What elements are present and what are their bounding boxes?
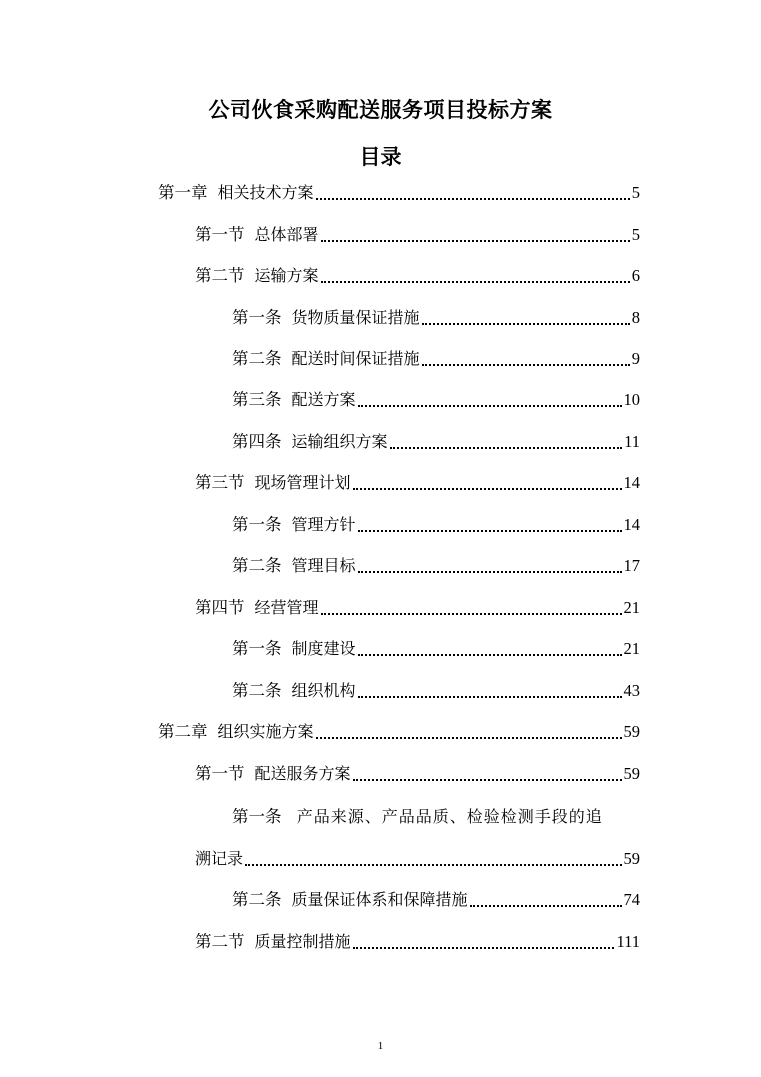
- toc-entry-page: 43: [623, 681, 640, 700]
- dot-leader: [358, 571, 622, 573]
- dot-leader: [353, 947, 615, 949]
- toc-entry-number: 第一条: [232, 515, 282, 534]
- toc-entry-page: 10: [623, 390, 640, 409]
- dot-leader: [321, 240, 630, 242]
- dot-leader: [316, 737, 622, 739]
- dot-leader: [245, 864, 621, 866]
- document-title: 公司伙食采购配送服务项目投标方案: [208, 98, 553, 122]
- dot-leader: [358, 654, 622, 656]
- toc-entry-title: 总体部署: [254, 225, 319, 244]
- toc-entry-article[interactable]: [232, 305, 640, 331]
- dot-leader: [321, 281, 630, 283]
- toc-entry-section[interactable]: [195, 929, 640, 955]
- toc-entry-title: 配送服务方案: [254, 764, 351, 783]
- toc-entry-number: 第一条: [232, 807, 282, 826]
- toc-entry-article[interactable]: [232, 512, 640, 538]
- toc-entry-page: 14: [623, 515, 640, 534]
- toc-entry-chapter-1[interactable]: [158, 180, 640, 206]
- toc-entry-article-wrapped[interactable]: [232, 804, 603, 830]
- toc-entry-title: 管理方针: [291, 515, 356, 534]
- toc-entry-article[interactable]: [232, 429, 640, 455]
- toc-heading: 目录: [359, 145, 402, 169]
- dot-leader: [321, 613, 622, 615]
- toc-entry-article[interactable]: [232, 387, 640, 413]
- toc-entry-page: 21: [623, 598, 640, 617]
- toc-entry-page: 21: [623, 639, 640, 658]
- toc-entry-chapter-2[interactable]: [158, 719, 640, 745]
- dot-leader: [358, 696, 622, 698]
- toc-entry-number: 第四节: [195, 598, 245, 617]
- toc-entry-page: 8: [631, 308, 640, 327]
- toc-entry-title: 运输组织方案: [291, 432, 388, 451]
- toc-entry-section[interactable]: [195, 470, 640, 496]
- toc-entry-title: 相关技术方案: [217, 183, 314, 202]
- toc-entry-title: 配送时间保证措施: [291, 349, 420, 368]
- dot-leader: [353, 488, 622, 490]
- toc-entry-number: 第二条: [232, 556, 282, 575]
- dot-leader: [390, 447, 623, 449]
- toc-entry-section[interactable]: [195, 761, 640, 787]
- toc-entry-number: 第二条: [232, 349, 282, 368]
- toc-entry-page: 11: [624, 432, 640, 451]
- dot-leader: [358, 530, 622, 532]
- dot-leader: [422, 323, 630, 325]
- dot-leader: [422, 364, 630, 366]
- toc-entry-title-continuation: 溯记录: [195, 849, 244, 868]
- toc-entry-title: 配送方案: [291, 390, 356, 409]
- toc-entry-number: 第一节: [195, 764, 245, 783]
- toc-entry-number: 第一节: [195, 225, 245, 244]
- toc-entry-number: 第三节: [195, 473, 245, 492]
- toc-entry-number: 第二节: [195, 932, 245, 951]
- toc-entry-article[interactable]: [232, 887, 640, 913]
- dot-leader: [353, 779, 622, 781]
- toc-entry-title: 组织机构: [291, 681, 356, 700]
- dot-leader: [358, 405, 622, 407]
- toc-entry-number: 第一章: [158, 183, 208, 202]
- toc-entry-number: 第三条: [232, 390, 282, 409]
- toc-entry-page: 59: [623, 849, 640, 868]
- toc-entry-title: 经营管理: [254, 598, 319, 617]
- toc-entry-number: 第一条: [232, 308, 282, 327]
- toc-entry-title: 产品来源、产品品质、检验检测手段的追: [296, 807, 603, 826]
- toc-entry-title: 组织实施方案: [217, 722, 314, 741]
- toc-entry-article[interactable]: [232, 678, 640, 704]
- dot-leader: [470, 905, 622, 907]
- page-number: 1: [377, 1040, 384, 1052]
- toc-entry-page: 111: [616, 932, 640, 951]
- toc-entry-article[interactable]: [232, 553, 640, 579]
- toc-entry-article[interactable]: [232, 346, 640, 372]
- toc-entry-number: 第二条: [232, 890, 282, 909]
- toc-entry-page: 17: [623, 556, 640, 575]
- toc-entry-number: 第二条: [232, 681, 282, 700]
- toc-entry-article[interactable]: [232, 636, 640, 662]
- toc-entry-section[interactable]: [195, 222, 640, 248]
- toc-entry-number: 第一条: [232, 639, 282, 658]
- toc-entry-page: 59: [623, 722, 640, 741]
- toc-entry-page: 5: [631, 225, 640, 244]
- toc-entry-section[interactable]: [195, 595, 640, 621]
- toc-entry-page: 9: [631, 349, 640, 368]
- toc-entry-title: 现场管理计划: [254, 473, 351, 492]
- toc-entry-title: 运输方案: [254, 266, 319, 285]
- toc-entry-title: 质量控制措施: [254, 932, 351, 951]
- toc-entry-number: 第二节: [195, 266, 245, 285]
- dot-leader: [316, 198, 630, 200]
- toc-entry-page: 5: [631, 183, 640, 202]
- toc-entry-page: 59: [623, 764, 640, 783]
- toc-entry-page: 6: [631, 266, 640, 285]
- toc-entry-page: 74: [623, 890, 640, 909]
- toc-entry-title: 质量保证体系和保障措施: [291, 890, 468, 909]
- toc-entry-article-continuation[interactable]: [195, 846, 640, 872]
- toc-entry-section[interactable]: [195, 263, 640, 289]
- toc-entry-title: 制度建设: [291, 639, 356, 658]
- toc-entry-title: 货物质量保证措施: [291, 308, 420, 327]
- toc-entry-title: 管理目标: [291, 556, 356, 575]
- toc-entry-number: 第二章: [158, 722, 208, 741]
- toc-entry-number: 第四条: [232, 432, 282, 451]
- toc-entry-page: 14: [623, 473, 640, 492]
